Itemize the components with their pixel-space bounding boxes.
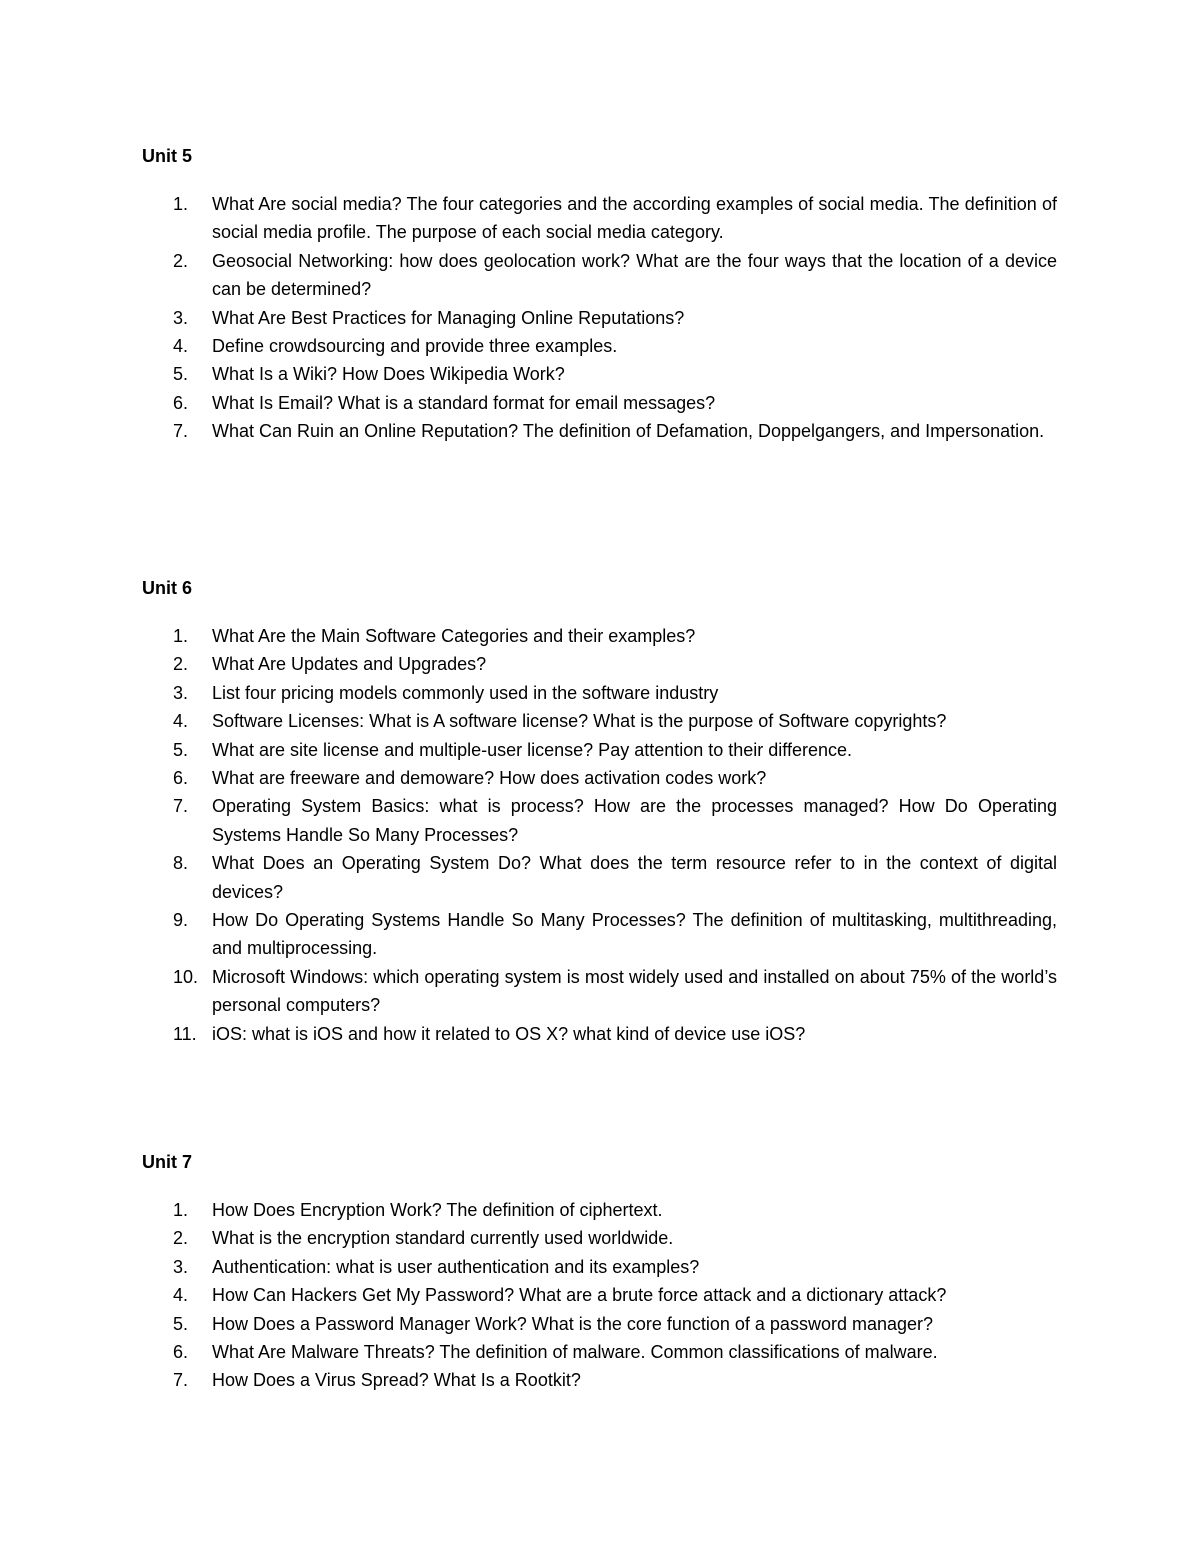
question-number: 2. [173, 250, 189, 271]
unit-7-question-list [142, 1196, 1057, 1395]
question-item [142, 792, 1057, 849]
question-item [142, 190, 1057, 247]
unit-6-heading: Unit 6 [142, 578, 193, 598]
question-number: 3. [173, 682, 189, 703]
question-text: Define crowdsourcing and provide three examples. [212, 336, 618, 357]
question-text: What Is a Wiki? How Does Wikipedia Work? [212, 364, 565, 385]
question-number: 7. [173, 421, 189, 442]
question-item [142, 1253, 1057, 1281]
question-text: How Does a Virus Spread? What Is a Rootkit? [212, 1370, 581, 1391]
question-text: iOS: what is iOS and how it related to OS X? what kind of device use iOS? [212, 1023, 806, 1044]
question-item [142, 417, 1057, 445]
unit-6-question-list [142, 622, 1057, 1048]
question-number: 4. [173, 711, 189, 732]
question-text: How Does Encryption Work? The definition of ciphertext. [212, 1200, 663, 1220]
question-item [142, 849, 1057, 906]
question-text: Software Licenses: What is A software license? What is the purpose of Software copyrights? [212, 711, 947, 732]
question-number: 6. [173, 768, 189, 789]
unit-5-question-list [142, 190, 1057, 446]
question-item [142, 304, 1057, 332]
question-item [142, 707, 1057, 735]
unit-7-section [142, 1148, 1057, 1395]
question-number: 5. [173, 364, 189, 385]
question-text: Microsoft Windows: which operating system is most widely used and installed on about 75% of the world’s personal computers? [212, 966, 1057, 1016]
unit-6-section [142, 574, 1057, 1048]
question-item [142, 622, 1057, 650]
question-number: 3. [173, 307, 189, 328]
question-item [142, 679, 1057, 707]
question-number: 1. [173, 194, 189, 214]
question-number: 5. [173, 739, 189, 760]
question-item [142, 360, 1057, 388]
question-number: 6. [173, 392, 189, 413]
question-number: 2. [173, 1228, 189, 1249]
question-number: 3. [173, 1256, 189, 1277]
question-number: 8. [173, 853, 189, 874]
question-number: 5. [173, 1313, 189, 1334]
question-text: What Are Updates and Upgrades? [212, 654, 487, 675]
question-text: What are site license and multiple-user license? Pay attention to their difference. [212, 739, 853, 760]
unit-5-section [142, 142, 1057, 446]
question-item [142, 1310, 1057, 1338]
question-text: What Are the Main Software Categories and their examples? [212, 626, 696, 646]
question-number: 2. [173, 654, 189, 675]
question-item [142, 1338, 1057, 1366]
question-number: 1. [173, 1200, 189, 1220]
question-text: List four pricing models commonly used in the software industry [212, 682, 719, 703]
question-number: 4. [173, 1285, 189, 1306]
question-number: 7. [173, 796, 189, 817]
question-text: Geosocial Networking: how does geolocation work? What are the four ways that the location of a device can be determined? [212, 250, 1057, 300]
question-item [142, 1196, 1057, 1224]
question-item [142, 736, 1057, 764]
question-number: 9. [173, 910, 189, 931]
question-text: How Does a Password Manager Work? What is the core function of a password manager? [212, 1313, 934, 1334]
question-text: What Can Ruin an Online Reputation? The definition of Defamation, Doppelgangers, and Impersonation. [212, 421, 1045, 442]
question-number: 6. [173, 1342, 189, 1363]
question-item [142, 1020, 1057, 1048]
question-item [142, 247, 1057, 304]
question-text: What Is Email? What is a standard format for email messages? [212, 392, 716, 413]
question-text: What is the encryption standard currently used worldwide. [212, 1228, 674, 1249]
unit-7-heading: Unit 7 [142, 1152, 193, 1172]
question-item [142, 332, 1057, 360]
question-item [142, 1281, 1057, 1309]
question-item [142, 1366, 1057, 1394]
question-text: What Does an Operating System Do? What does the term resource refer to in the context of digital devices? [212, 853, 1057, 902]
question-text: What are freeware and demoware? How does activation codes work? [212, 768, 767, 789]
question-item [142, 906, 1057, 963]
question-text: How Do Operating Systems Handle So Many Processes? The definition of multitasking, multithreading, and multiprocessing. [212, 910, 1057, 959]
question-item [142, 963, 1057, 1020]
question-text: Authentication: what is user authentication and its examples? [212, 1256, 700, 1277]
question-number: 1. [173, 626, 189, 646]
question-text: What Are social media? The four categories and the according examples of social media. The definition of social media profile. The purpose of each social media category. [212, 194, 1057, 243]
question-number: 7. [173, 1370, 189, 1391]
question-number: 10. [173, 966, 199, 987]
unit-5-heading: Unit 5 [142, 146, 193, 166]
question-text: How Can Hackers Get My Password? What are a brute force attack and a dictionary attack? [212, 1285, 947, 1306]
question-item [142, 764, 1057, 792]
question-number: 11. [173, 1023, 197, 1044]
question-text: What Are Malware Threats? The definition of malware. Common classifications of malware. [212, 1342, 938, 1363]
question-item [142, 1224, 1057, 1252]
question-item [142, 389, 1057, 417]
question-text: What Are Best Practices for Managing Online Reputations? [212, 307, 685, 328]
question-item [142, 650, 1057, 678]
question-number: 4. [173, 336, 189, 357]
question-text: Operating System Basics: what is process? How are the processes managed? How Do Operating Systems Handle So Many Processes? [212, 796, 1057, 845]
